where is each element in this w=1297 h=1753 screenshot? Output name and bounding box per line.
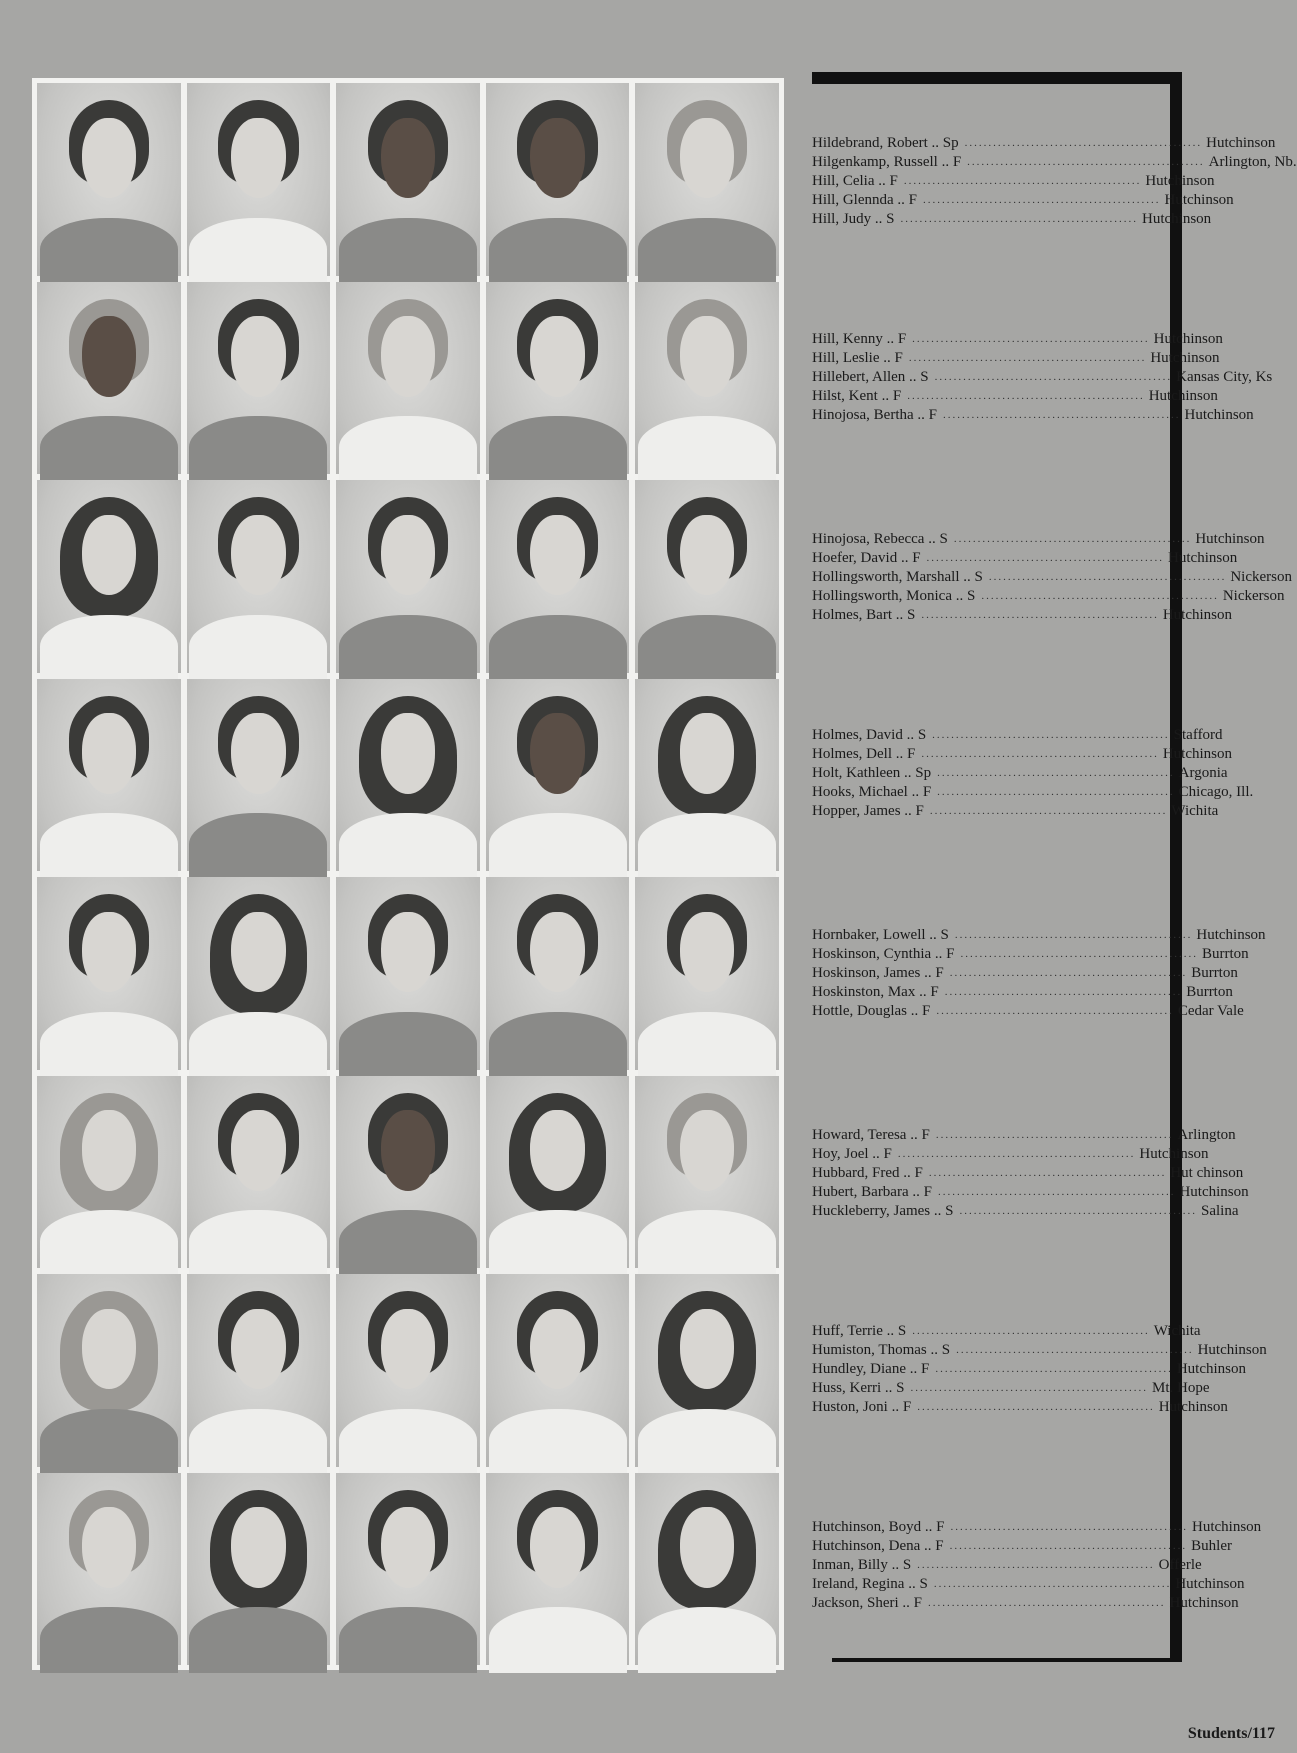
hometown: Kansas City, Ks	[1176, 369, 1273, 385]
student-name: Hill, Glennda .. F	[812, 192, 917, 208]
student-portrait-icon	[486, 1076, 630, 1269]
roster-group	[812, 530, 1292, 625]
student-portrait-icon	[37, 679, 181, 872]
leader-dots: ..................................................	[988, 571, 1227, 583]
student-portrait-icon	[37, 1473, 181, 1666]
hometown: Hutchinson	[1153, 331, 1223, 347]
student-name: Hill, Judy .. S	[812, 211, 895, 227]
student-name: Jackson, Sheri .. F	[812, 1595, 922, 1611]
page-folio: Students/117	[1187, 1725, 1275, 1742]
roster-row	[812, 606, 1233, 625]
student-portrait-icon	[336, 877, 480, 1070]
hometown: Hutchinson	[1139, 1146, 1209, 1162]
leader-dots: ..................................................	[903, 175, 1142, 187]
student-portrait-icon	[187, 480, 331, 673]
roster-row	[812, 1341, 1267, 1360]
leader-dots: ..................................................	[932, 729, 1170, 741]
leader-dots: ..................................................	[928, 1167, 1167, 1179]
student-name: Hooks, Michael .. F	[812, 784, 932, 800]
hometown: Hutchinson	[1150, 350, 1220, 366]
leader-dots: ..................................................	[926, 552, 1165, 564]
leader-dots: ..................................................	[967, 156, 1205, 168]
roster-row	[812, 783, 1254, 802]
roster-row	[812, 1594, 1239, 1613]
student-portrait-icon	[486, 1473, 630, 1666]
hometown: Hutchinson	[1168, 550, 1238, 566]
leader-dots: ..................................................	[912, 1325, 1150, 1337]
roster-row	[812, 1183, 1249, 1202]
student-name: Hutchinson, Dena .. F	[812, 1538, 944, 1554]
hometown: Offerle	[1158, 1557, 1202, 1573]
hometown: Hutchinson	[1145, 173, 1215, 189]
student-name: Hill, Kenny .. F	[812, 331, 907, 347]
roster-group	[812, 1322, 1267, 1417]
student-name: Holt, Kathleen .. Sp	[812, 765, 932, 781]
student-portrait-icon	[336, 480, 480, 673]
hometown: Hutchinson	[1148, 388, 1218, 404]
roster-row	[812, 153, 1297, 172]
student-portrait-icon	[635, 1473, 779, 1666]
roster-group	[812, 726, 1254, 821]
leader-dots: ..................................................	[981, 590, 1219, 602]
hometown: Nickerson	[1222, 588, 1285, 604]
student-portrait-icon	[635, 480, 779, 673]
leader-dots: ..................................................	[935, 1129, 1174, 1141]
leader-dots: ..................................................	[907, 390, 1145, 402]
student-portrait-icon	[187, 1274, 331, 1467]
student-portrait-icon	[37, 480, 181, 673]
leader-dots: ..................................................	[908, 352, 1147, 364]
student-portrait-icon	[486, 83, 630, 276]
student-name: Hilst, Kent .. F	[812, 388, 902, 404]
hometown: Hutchinson	[1169, 1595, 1239, 1611]
hometown: Arlington, Nb.	[1208, 154, 1297, 170]
roster-row	[812, 368, 1273, 387]
roster-row	[812, 406, 1254, 425]
hometown: Hutchinson	[1196, 927, 1266, 943]
hometown: Hutchinson	[1206, 135, 1276, 151]
student-portrait-icon	[187, 83, 331, 276]
leader-dots: ..................................................	[912, 333, 1150, 345]
hometown: Stafford	[1173, 727, 1223, 743]
portrait-grid	[32, 78, 784, 1670]
student-name: Howard, Teresa .. F	[812, 1127, 930, 1143]
student-name: Hill, Celia .. F	[812, 173, 898, 189]
leader-dots: ..................................................	[934, 371, 1173, 383]
student-portrait-icon	[187, 1473, 331, 1666]
hometown: Hutchinson	[1164, 192, 1234, 208]
student-name: Huff, Terrie .. S	[812, 1323, 907, 1339]
hometown: Hutchinson	[1192, 1519, 1262, 1535]
roster-frame	[812, 72, 1182, 1662]
student-portrait-icon	[37, 877, 181, 1070]
leader-dots: ..................................................	[959, 1205, 1197, 1217]
leader-dots: ..................................................	[943, 409, 1181, 421]
frame-right-rule	[1170, 72, 1182, 1662]
hometown: Wichita	[1153, 1323, 1201, 1339]
hometown: Hutchinson	[1197, 1342, 1267, 1358]
student-name: Hoskinson, Cynthia .. F	[812, 946, 955, 962]
leader-dots: ..................................................	[933, 1578, 1172, 1590]
leader-dots: ..................................................	[950, 1521, 1189, 1533]
roster-row	[812, 1537, 1232, 1556]
student-name: Hill, Leslie .. F	[812, 350, 903, 366]
roster-row	[812, 1164, 1244, 1183]
student-portrait-icon	[635, 877, 779, 1070]
roster-row	[812, 1002, 1244, 1021]
student-portrait-icon	[336, 282, 480, 475]
leader-dots: ..................................................	[960, 948, 1199, 960]
leader-dots: ..................................................	[956, 1344, 1194, 1356]
roster-row	[812, 1518, 1262, 1537]
leader-dots: ..................................................	[921, 748, 1159, 760]
student-portrait-icon	[187, 1076, 331, 1269]
leader-dots: ..................................................	[937, 767, 1175, 779]
student-name: Hinojosa, Bertha .. F	[812, 407, 937, 423]
leader-dots: ..................................................	[937, 1186, 1176, 1198]
student-name: Hopper, James .. F	[812, 803, 924, 819]
student-portrait-icon	[635, 1274, 779, 1467]
student-portrait-icon	[486, 282, 630, 475]
leader-dots: ..................................................	[936, 1005, 1174, 1017]
hometown: Hutchinson	[1195, 531, 1265, 547]
student-name: Humiston, Thomas .. S	[812, 1342, 951, 1358]
leader-dots: ..................................................	[910, 1382, 1148, 1394]
roster-row	[812, 745, 1233, 764]
roster-group	[812, 134, 1297, 229]
leader-dots: ..................................................	[949, 1540, 1188, 1552]
leader-dots: ..................................................	[921, 609, 1159, 621]
roster-row	[812, 210, 1212, 229]
hometown: Burrton	[1191, 965, 1238, 981]
hometown: Arlington	[1177, 1127, 1236, 1143]
student-name: Hundley, Diane .. F	[812, 1361, 930, 1377]
student-portrait-icon	[486, 1274, 630, 1467]
roster-row	[812, 1556, 1202, 1575]
roster-row	[812, 172, 1215, 191]
hometown: Nickerson	[1230, 569, 1292, 585]
roster-group	[812, 926, 1266, 1021]
roster-row	[812, 330, 1223, 349]
student-name: Huckleberry, James .. S	[812, 1203, 954, 1219]
roster-row	[812, 764, 1228, 783]
roster-row	[812, 568, 1292, 587]
student-name: Hoskinston, Max .. F	[812, 984, 939, 1000]
leader-dots: ..................................................	[917, 1559, 1155, 1571]
student-name: Hubbard, Fred .. F	[812, 1165, 923, 1181]
roster-row	[812, 1202, 1239, 1221]
student-name: Holmes, Bart .. S	[812, 607, 916, 623]
leader-dots: ..................................................	[935, 1363, 1173, 1375]
leader-dots: ..................................................	[923, 194, 1161, 206]
roster-row	[812, 1398, 1228, 1417]
student-portrait-icon	[336, 1076, 480, 1269]
student-portrait-icon	[635, 679, 779, 872]
student-name: Hoy, Joel .. F	[812, 1146, 892, 1162]
student-name: Hilgenkamp, Russell .. F	[812, 154, 962, 170]
roster-row	[812, 191, 1234, 210]
student-name: Huston, Joni .. F	[812, 1399, 912, 1415]
student-portrait-icon	[486, 679, 630, 872]
roster-row	[812, 530, 1265, 549]
roster-row	[812, 964, 1238, 983]
leader-dots: ..................................................	[929, 805, 1168, 817]
hometown: Buhler	[1191, 1538, 1232, 1554]
roster-row	[812, 587, 1285, 606]
hometown: Burrton	[1202, 946, 1249, 962]
roster-row	[812, 983, 1233, 1002]
student-name: Holmes, Dell .. F	[812, 746, 916, 762]
leader-dots: ..................................................	[897, 1148, 1136, 1160]
student-name: Hutchinson, Boyd .. F	[812, 1519, 945, 1535]
leader-dots: ..................................................	[953, 533, 1192, 545]
hometown: Argonia	[1178, 765, 1228, 781]
leader-dots: ..................................................	[954, 929, 1193, 941]
student-name: Hubert, Barbara .. F	[812, 1184, 932, 1200]
hometown: Chicago, Ill.	[1178, 784, 1254, 800]
hometown: Hut chinson	[1170, 1165, 1244, 1181]
hometown: Burrton	[1186, 984, 1233, 1000]
student-portrait-icon	[635, 83, 779, 276]
hometown: Mt. Hope	[1152, 1380, 1210, 1396]
leader-dots: ..................................................	[928, 1597, 1166, 1609]
hometown: Hutchinson	[1162, 607, 1233, 623]
roster-row	[812, 926, 1266, 945]
student-portrait-icon	[486, 480, 630, 673]
student-portrait-icon	[336, 1473, 480, 1666]
roster-row	[812, 387, 1218, 406]
hometown: Hutchinson	[1162, 746, 1233, 762]
hometown: Cedar Vale	[1177, 1003, 1244, 1019]
student-portrait-icon	[336, 83, 480, 276]
roster-row	[812, 549, 1238, 568]
student-name: Hoefer, David .. F	[812, 550, 921, 566]
roster-row	[812, 1322, 1201, 1341]
leader-dots: ..................................................	[937, 786, 1175, 798]
student-name: Ireland, Regina .. S	[812, 1576, 928, 1592]
student-name: Hornbaker, Lowell .. S	[812, 927, 949, 943]
student-portrait-icon	[37, 1076, 181, 1269]
student-portrait-icon	[187, 877, 331, 1070]
roster-row	[812, 1575, 1245, 1594]
hometown: Wichita	[1171, 803, 1219, 819]
leader-dots: ..................................................	[949, 967, 1188, 979]
leader-dots: ..................................................	[917, 1401, 1155, 1413]
student-name: Inman, Billy .. S	[812, 1557, 912, 1573]
roster-row	[812, 1126, 1236, 1145]
hometown: Hutchinson	[1184, 407, 1254, 423]
leader-dots: ..................................................	[944, 986, 1183, 998]
leader-dots: ..................................................	[900, 213, 1139, 225]
roster-row	[812, 134, 1276, 153]
roster-row	[812, 802, 1219, 821]
roster-row	[812, 945, 1249, 964]
student-name: Holmes, David .. S	[812, 727, 927, 743]
roster-row	[812, 1379, 1210, 1398]
hometown: Hutchinson	[1158, 1399, 1228, 1415]
student-portrait-icon	[187, 282, 331, 475]
student-name: Hottle, Douglas .. F	[812, 1003, 931, 1019]
hometown: Salina	[1201, 1203, 1239, 1219]
student-name: Hillebert, Allen .. S	[812, 369, 929, 385]
roster-row	[812, 1360, 1247, 1379]
roster-group	[812, 1518, 1262, 1613]
student-portrait-icon	[187, 679, 331, 872]
student-portrait-icon	[37, 282, 181, 475]
student-portrait-icon	[336, 679, 480, 872]
student-portrait-icon	[486, 877, 630, 1070]
roster-row	[812, 1145, 1209, 1164]
frame-bottom-rule	[832, 1658, 1182, 1662]
student-portrait-icon	[635, 1076, 779, 1269]
student-name: Hoskinson, James .. F	[812, 965, 944, 981]
student-name: Hildebrand, Robert .. Sp	[812, 135, 959, 151]
roster-group	[812, 1126, 1249, 1221]
student-portrait-icon	[336, 1274, 480, 1467]
student-name: Hinojosa, Rebecca .. S	[812, 531, 948, 547]
roster-row	[812, 726, 1223, 745]
student-portrait-icon	[37, 83, 181, 276]
hometown: Hutchinson	[1142, 211, 1212, 227]
student-portrait-icon	[635, 282, 779, 475]
student-name: Hollingsworth, Monica .. S	[812, 588, 976, 604]
hometown: Hutchinson	[1176, 1361, 1247, 1377]
student-name: Huss, Kerri .. S	[812, 1380, 905, 1396]
roster-row	[812, 349, 1220, 368]
hometown: Hutchinson	[1175, 1576, 1245, 1592]
frame-top-rule	[812, 72, 1182, 84]
roster-group	[812, 330, 1273, 425]
student-name: Hollingsworth, Marshall .. S	[812, 569, 983, 585]
hometown: Hutchinson	[1179, 1184, 1249, 1200]
leader-dots: ..................................................	[964, 137, 1203, 149]
student-portrait-icon	[37, 1274, 181, 1467]
